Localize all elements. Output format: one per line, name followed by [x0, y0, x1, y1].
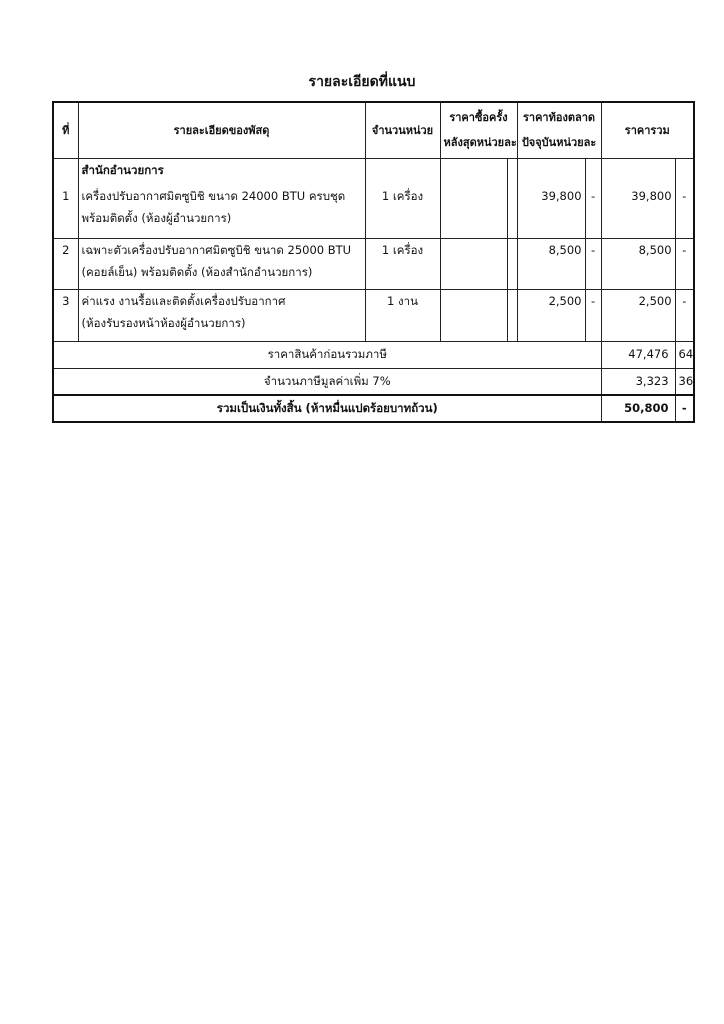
- header-no: ที่: [53, 102, 78, 158]
- item-no: 2: [53, 238, 78, 289]
- document-title: รายละเอียดที่แนบ: [308, 74, 416, 90]
- grand-total-label: รวมเป็นเงินทั้งสิ้น (ห้าหมื่นแปดร้อยบาทถ้วน): [53, 395, 601, 422]
- item-description: [78, 289, 365, 341]
- item-desc-line2: พร้อมติดตั้ง (ห้องผู้อำนวยการ): [81, 210, 232, 225]
- item-quantity: 1 เครื่อง: [365, 238, 440, 289]
- item-unit-price: 2,500: [517, 289, 585, 341]
- subtotal-sub: 64: [675, 341, 694, 368]
- item-total: 8,500: [601, 238, 675, 289]
- header-market-price-line2: ปัจจุบันหน่วยละ: [521, 136, 597, 150]
- vat-value: 3,323: [601, 368, 675, 395]
- item-last-purchase-sub: [507, 238, 517, 289]
- header-last-purchase: [440, 102, 517, 158]
- item-unit-price-sub: -: [585, 289, 601, 341]
- subtotal-label: ราคาสินค้าก่อนรวมภาษี: [53, 341, 601, 368]
- header-row: [53, 102, 694, 158]
- item-last-purchase-sub: [507, 289, 517, 341]
- vat-label: จำนวนภาษีมูลค่าเพิ่ม 7%: [53, 368, 601, 395]
- header-last-purchase-line2: หลังสุดหน่วยละ: [443, 136, 517, 150]
- item-desc-line1: ค่าแรง งานรื้อและติดตั้งเครื่องปรับอากาศ: [81, 293, 286, 308]
- item-unit-price: 8,500: [517, 238, 585, 289]
- item-last-purchase: [440, 289, 507, 341]
- item-no: 3: [53, 289, 78, 341]
- table-row: [53, 158, 694, 238]
- grand-total-value: 50,800: [601, 395, 675, 422]
- item-total-sub: -: [675, 289, 694, 341]
- subtotal-value: 47,476: [601, 341, 675, 368]
- item-desc-line2: (ห้องรับรองหน้าห้องผู้อำนวยการ): [81, 315, 246, 330]
- item-desc-line1: เครื่องปรับอากาศมิตซูบิชิ ขนาด 24000 BTU ครบชุด: [81, 188, 346, 203]
- item-description: [78, 158, 365, 238]
- header-market-price-line1: ราคาท้องตลาด: [522, 111, 596, 125]
- item-last-purchase: [440, 158, 507, 238]
- item-description: [78, 238, 365, 289]
- section-label: สำนักอำนวยการ: [81, 162, 164, 177]
- header-quantity: จำนวนหน่วย: [365, 102, 440, 158]
- item-unit-price-sub: -: [585, 238, 601, 289]
- item-total: 2,500: [601, 289, 675, 341]
- item-desc-line1: เฉพาะตัวเครื่องปรับอากาศมิตซูบิชิ ขนาด 25000 BTU: [81, 242, 352, 257]
- table-row: [53, 289, 694, 341]
- item-last-purchase: [440, 238, 507, 289]
- header-description: รายละเอียดของพัสดุ: [78, 102, 365, 158]
- item-no: 1: [53, 158, 78, 238]
- item-quantity: 1 งาน: [365, 289, 440, 341]
- items-table: [52, 101, 695, 423]
- header-last-purchase-line1: ราคาซื้อครั้ง: [449, 111, 508, 125]
- item-last-purchase-sub: [507, 158, 517, 238]
- header-market-price: [517, 102, 601, 158]
- item-unit-price: 39,800: [517, 158, 585, 238]
- item-total: 39,800: [601, 158, 675, 238]
- vat-row: [53, 368, 694, 395]
- grand-total-row: [53, 395, 694, 422]
- header-total: ราคารวม: [601, 102, 694, 158]
- item-total-sub: -: [675, 158, 694, 238]
- table-row: [53, 238, 694, 289]
- grand-total-sub: -: [675, 395, 694, 422]
- item-unit-price-sub: -: [585, 158, 601, 238]
- item-desc-line2: (คอยล์เย็น) พร้อมติดตั้ง (ห้องสำนักอำนวยการ): [81, 264, 313, 279]
- item-quantity: 1 เครื่อง: [365, 158, 440, 238]
- vat-sub: 36: [675, 368, 694, 395]
- subtotal-row: [53, 341, 694, 368]
- item-total-sub: -: [675, 238, 694, 289]
